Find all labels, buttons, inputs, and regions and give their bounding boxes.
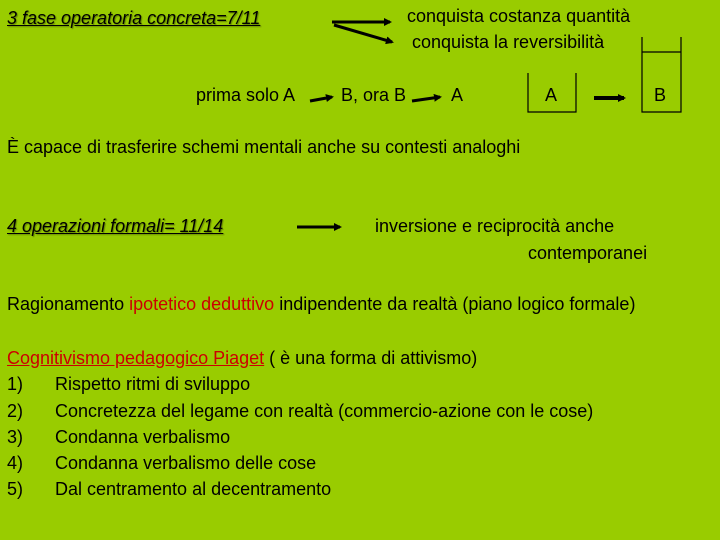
b-label-container: B — [654, 85, 667, 105]
a-label-container: A — [545, 85, 558, 105]
arrow-prima-to-b — [310, 97, 332, 101]
arrow-to-reversibilita — [334, 25, 392, 42]
contemporanei-text: contemporanei — [528, 243, 648, 263]
cognitivismo-title-red: Cognitivismo pedagogico Piaget — [7, 348, 265, 368]
branch-reversibilita: conquista la reversibilità — [412, 32, 605, 52]
operazioni-formali-heading: 4 operazioni formali= 11/14 — [7, 216, 224, 236]
list-item-text: Concretezza del legame con realtà (commercio-azione con le cose) — [55, 401, 594, 421]
a-label-1: A — [451, 85, 464, 105]
ragionamento-post: indipendente da realtà (piano logico formale) — [274, 294, 636, 314]
branch-costanza-quantita: conquista costanza quantità — [407, 6, 631, 26]
ragionamento-pre: Ragionamento — [7, 294, 130, 314]
container-a-left — [528, 73, 576, 112]
list-item-number: 5) — [7, 479, 24, 499]
arrow-ora-to-a — [412, 97, 440, 101]
b-ora-b-label: B, ora B — [341, 85, 407, 105]
list-item-text: Dal centramento al decentramento — [55, 479, 332, 499]
ipotetico-deduttivo-highlight: ipotetico deduttivo — [129, 294, 275, 314]
inversione-text: inversione e reciprocità anche — [375, 216, 615, 236]
list-item-text: Condanna verbalismo — [55, 427, 231, 447]
list-item-number: 3) — [7, 427, 24, 447]
trasferire-schemi-text: È capace di trasferire schemi mentali anche su contesti analoghi — [7, 137, 521, 157]
fase-operatoria-heading: 3 fase operatoria concreta=7/11 — [7, 8, 261, 28]
prima-solo-a-label: prima solo A — [196, 85, 296, 105]
list-item-number: 1) — [7, 374, 24, 394]
list-item-text: Condanna verbalismo delle cose — [55, 453, 317, 473]
list-item-number: 4) — [7, 453, 24, 473]
list-item-number: 2) — [7, 401, 24, 421]
list-item-text: Rispetto ritmi di sviluppo — [55, 374, 251, 394]
container-b-right — [642, 37, 681, 112]
cognitivismo-title-rest: ( è una forma di attivismo) — [264, 348, 478, 368]
